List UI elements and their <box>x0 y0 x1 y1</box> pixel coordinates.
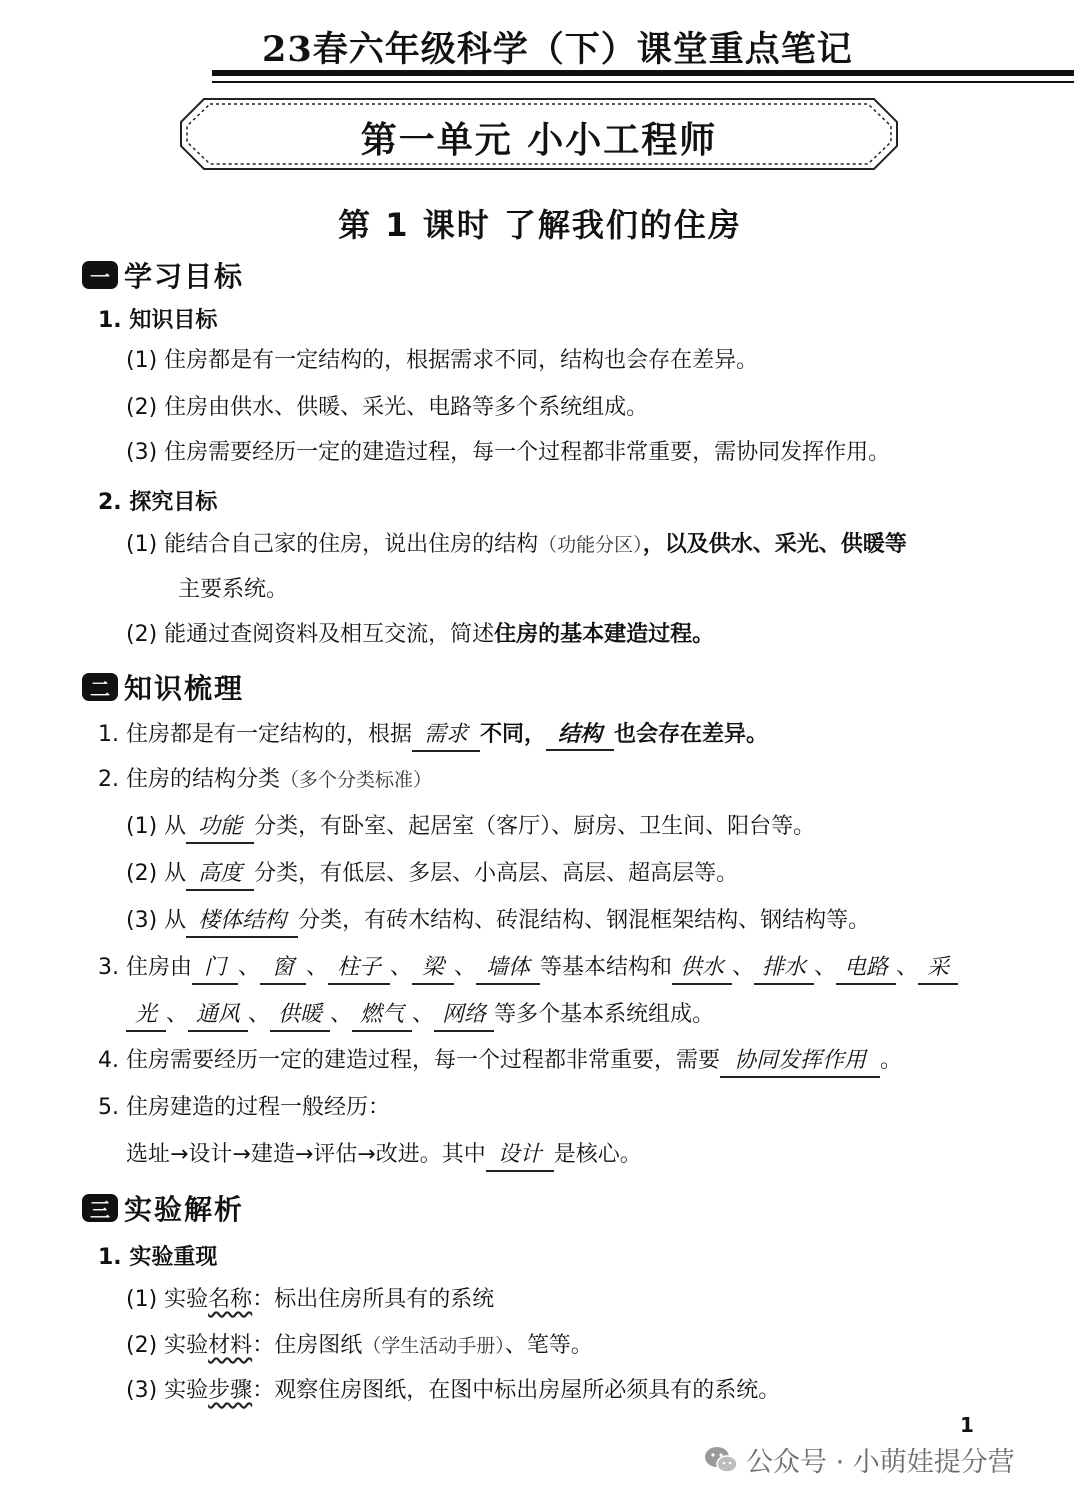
text: 分类，有低层、多层、小高层、高层、超高层等。 <box>254 861 739 886</box>
text: 、笔等。 <box>504 1333 593 1358</box>
experiment-title: 1. 实验重现 <box>98 1245 218 1270</box>
explore-goal-1 <box>126 530 907 560</box>
explore-goal-title: 2. 探究目标 <box>98 490 218 515</box>
section-heading-goals <box>82 255 244 295</box>
experiment-item-3 <box>126 1376 780 1406</box>
section-badge: 一 <box>82 261 118 289</box>
hint-text: （学生活动手册） <box>362 1335 505 1357</box>
text: (2) 从 <box>126 861 187 886</box>
fill-blank: 门 <box>192 953 238 985</box>
fill-blank: 结构 <box>546 719 614 751</box>
text: 选址→设计→建造→评估→改进。其中 <box>126 1142 486 1167</box>
separator: 、 <box>814 955 837 980</box>
fill-blank: 墙体 <box>476 953 540 985</box>
hint-text: （多个分类标准） <box>279 769 432 791</box>
header-rule-thin <box>212 81 1074 83</box>
fill-blank: 通风 <box>188 1000 248 1032</box>
wavy-underlined-text: 名称 <box>208 1287 253 1312</box>
text: 4. 住房需要经历一定的建造过程，每一个过程都非常重要，需要 <box>98 1048 720 1073</box>
explore-goal-1-cont: 主要系统。 <box>178 577 289 602</box>
header-rule-thick <box>212 70 1074 76</box>
watermark <box>704 1440 1015 1479</box>
section-heading-knowledge <box>82 667 244 707</box>
text: 等基本结构和 <box>540 955 673 980</box>
experiment-item-2 <box>126 1331 593 1361</box>
fill-blank: 高度 <box>186 859 254 891</box>
text: (2) 实验 <box>126 1333 209 1358</box>
knowledge-point-5-process <box>126 1140 642 1172</box>
section-label: 学习目标 <box>124 260 245 293</box>
text: 等多个基本系统组成。 <box>494 1002 715 1027</box>
text: 1. 住房都是有一定结构的，根据 <box>98 722 412 747</box>
wechat-icon <box>704 1445 738 1475</box>
knowledge-point-2-3 <box>126 906 870 938</box>
text: ，以及供水、采光、供暖等 <box>642 532 907 557</box>
page-number: 1 <box>960 1413 974 1437</box>
fill-blank: 光 <box>126 1000 166 1032</box>
fill-blank: 需求 <box>412 720 480 752</box>
knowledge-point-3 <box>98 953 958 985</box>
knowledge-goal-3: (3) 住房需要经历一定的建造过程，每一个过程都非常重要，需协同发挥作用。 <box>126 440 891 465</box>
section-label: 实验解析 <box>124 1193 245 1226</box>
text: (1) 实验 <box>126 1287 209 1312</box>
text: 3. 住房由 <box>98 955 192 980</box>
text: (3) 实验 <box>126 1378 209 1403</box>
text: ：观察住房图纸，在图中标出房屋所必须具有的系统。 <box>252 1378 781 1403</box>
knowledge-point-1 <box>98 719 768 752</box>
fill-blank: 窗 <box>260 953 306 985</box>
fill-blank: 功能 <box>186 812 254 844</box>
knowledge-point-2-2 <box>126 859 738 891</box>
text: 。 <box>880 1048 903 1073</box>
experiment-item-1 <box>126 1285 494 1315</box>
hint-text: （功能分区） <box>538 534 643 556</box>
wavy-underlined-text: 步骤 <box>208 1378 253 1403</box>
text: 分类，有砖木结构、砖混结构、钢混框架结构、钢结构等。 <box>298 908 871 933</box>
separator: 、 <box>248 1002 271 1027</box>
separator: 、 <box>237 955 260 980</box>
knowledge-point-3-cont <box>126 1000 714 1032</box>
separator: 、 <box>896 955 919 980</box>
knowledge-point-2 <box>98 765 432 795</box>
separator: 、 <box>732 955 755 980</box>
separator: 、 <box>454 955 477 980</box>
explore-goal-2 <box>126 620 714 650</box>
document-header-title: 23春六年级科学（下）课堂重点笔记 <box>262 29 853 70</box>
fill-blank: 协同发挥作用 <box>720 1046 880 1078</box>
text: 住房的基本建造过程。 <box>494 622 715 647</box>
knowledge-point-4 <box>98 1046 902 1078</box>
unit-banner <box>180 98 898 170</box>
text: 也会存在差异。 <box>614 722 769 747</box>
knowledge-goal-2: (2) 住房由供水、供暖、采光、电路等多个系统组成。 <box>126 395 649 420</box>
fill-blank: 楼体结构 <box>186 906 298 938</box>
fill-blank: 网络 <box>434 1000 494 1032</box>
separator: 、 <box>330 1002 353 1027</box>
text: ：住房图纸 <box>252 1333 363 1358</box>
fill-blank: 采 <box>918 953 958 985</box>
text: (3) 从 <box>126 908 187 933</box>
text: 2. 住房的结构分类 <box>98 767 280 792</box>
section-badge: 三 <box>82 1194 118 1222</box>
text: 分类，有卧室、起居室（客厅）、厨房、卫生间、阳台等。 <box>254 814 816 839</box>
fill-blank: 供水 <box>672 953 732 985</box>
fill-blank: 供暖 <box>270 1000 330 1032</box>
section-label: 知识梳理 <box>124 672 245 705</box>
knowledge-point-5: 5. 住房建造的过程一般经历： <box>98 1095 390 1120</box>
text: (1) 从 <box>126 814 187 839</box>
text: 是核心。 <box>553 1142 642 1167</box>
separator: 、 <box>390 955 413 980</box>
separator: 、 <box>166 1002 189 1027</box>
knowledge-goal-1: (1) 住房都是有一定结构的，根据需求不同，结构也会存在差异。 <box>126 348 759 373</box>
fill-blank: 燃气 <box>352 1000 412 1032</box>
section-badge: 二 <box>82 673 118 701</box>
wavy-underlined-text: 材料 <box>208 1333 253 1358</box>
text: 不同， <box>479 722 546 747</box>
fill-blank: 排水 <box>754 953 814 985</box>
knowledge-point-2-1 <box>126 812 815 844</box>
text: ：标出住房所具有的系统 <box>252 1287 495 1312</box>
separator: 、 <box>412 1002 435 1027</box>
text: (2) 能通过查阅资料及相互交流，简述 <box>126 622 495 647</box>
fill-blank: 柱子 <box>328 953 390 985</box>
section-heading-experiment <box>82 1188 244 1228</box>
fill-blank: 设计 <box>486 1140 554 1172</box>
fill-blank: 梁 <box>412 953 454 985</box>
separator: 、 <box>306 955 329 980</box>
knowledge-goal-title: 1. 知识目标 <box>98 308 218 333</box>
text: (1) 能结合自己家的住房，说出住房的结构 <box>126 532 539 557</box>
watermark-text: 公众号 · 小萌娃提分营 <box>746 1447 1015 1478</box>
fill-blank: 电路 <box>836 953 896 985</box>
unit-title: 第一单元 小小工程师 <box>360 120 718 161</box>
lesson-title: 第 1 课时 了解我们的住房 <box>338 206 742 244</box>
